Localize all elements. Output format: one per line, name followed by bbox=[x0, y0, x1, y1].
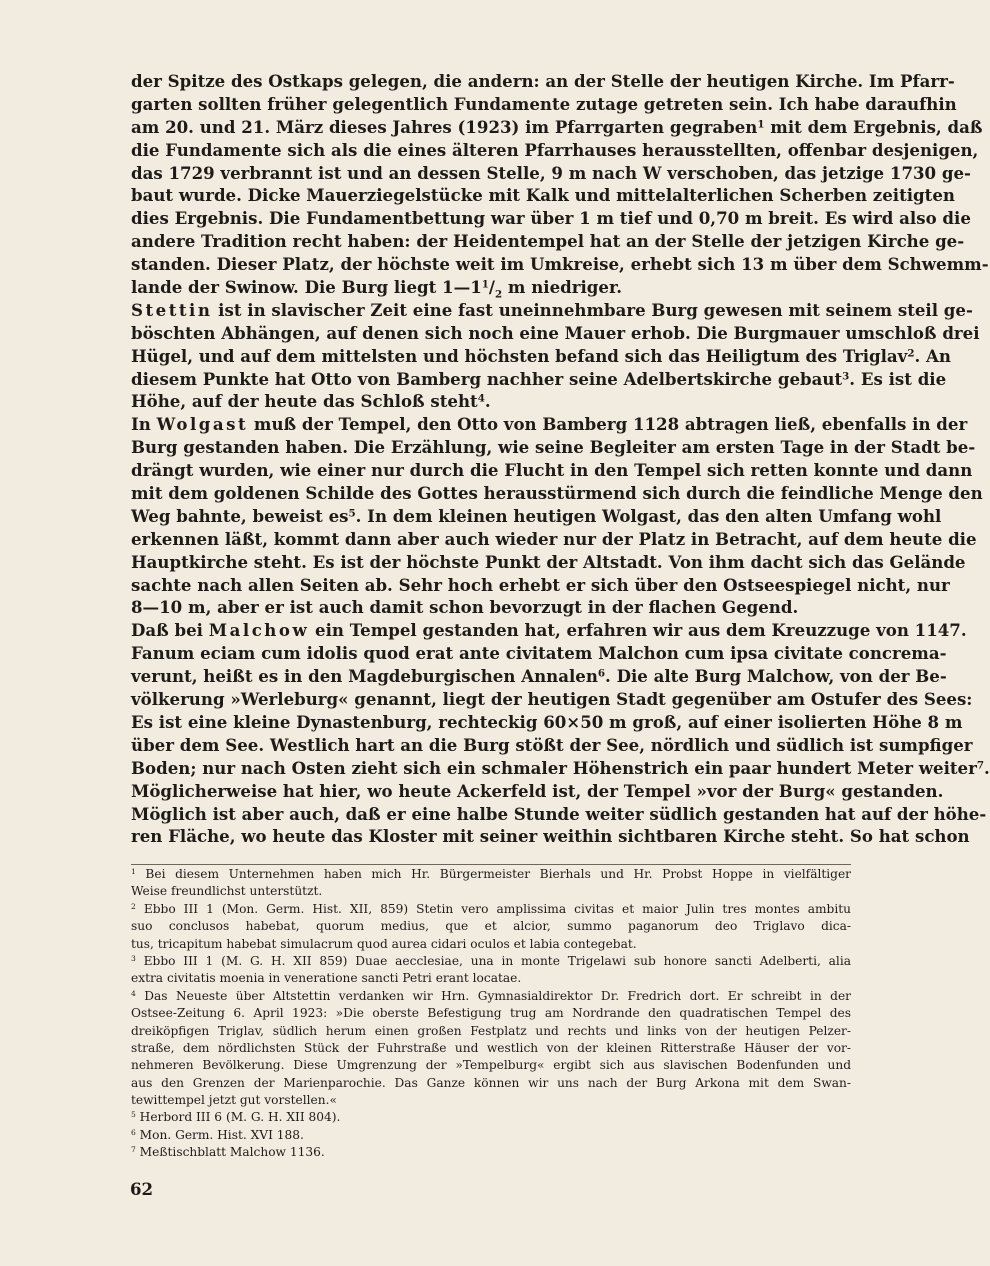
text-line: der Spitze des Ostkaps gelegen, die andern: an der Stelle der heutigen Kirche. Im Pfarr- bbox=[131, 71, 955, 91]
page-number: 62 bbox=[130, 1179, 154, 1199]
text-line: Stettin ist in slavischer Zeit eine fast uneinnehmbare Burg gewesen mit seinem steil ge- bbox=[131, 299, 973, 320]
footnote-line: $^4$ Das Neueste über Altstettin verdanken wir Hrn. Gymnasialdirektor Dr. Fredrich dort. Er schreibt in der bbox=[131, 988, 851, 1003]
text-line: Fanum eciam cum idolis quod erat ante civitatem Malchon cum ipsa civitate concrema- bbox=[131, 643, 947, 664]
text-line: verunt, heißt es in den Magdeburgischen Annalen$^6$. Die alte Burg Malchow, von der Be- bbox=[131, 666, 947, 687]
footnote-ref: 7 bbox=[976, 759, 985, 772]
text-line: erkennen läßt, kommt dann aber auch wieder nur der Platz in Betracht, auf dem heute die bbox=[131, 528, 977, 549]
text-line: Boden; nur nach Osten zieht sich ein schmaler Höhenstrich ein paar hundert Meter weiter$^7$. bbox=[131, 757, 990, 778]
text-line: Möglich ist aber auch, daß er eine halbe Stunde weiter südlich gestanden hat auf der höhe- bbox=[131, 803, 987, 824]
footnote-ref: 6 bbox=[597, 667, 606, 680]
text-line: lande der Swinow. Die Burg liegt $1—1^1/_2$ m niedriger. bbox=[131, 277, 622, 301]
text-line: diesem Punkte hat Otto von Bamberg nachher seine Adelbertskirche gebaut$^3$. Es ist die bbox=[131, 368, 947, 389]
text-line: sachte nach allen Seiten ab. Sehr hoch erhebt er sich über den Ostseespiegel nicht, nur bbox=[131, 574, 950, 595]
text-line: die Fundamente sich als die eines älteren Pfarrhauses herausstellten, offenbar desjenigen, bbox=[131, 139, 979, 160]
text-line: das 1729 verbrannt ist und an dessen Stelle, 9 m nach W verschoben, das jetzige 1730 ge- bbox=[131, 162, 971, 183]
body-text bbox=[131, 70, 990, 848]
footnote-line: straße, dem nördlichsten Stück der Fuhrstraße und westlich von der kleinen Ritterstraße Häuser der vor- bbox=[131, 1040, 851, 1055]
place-name: Stettin bbox=[131, 299, 213, 320]
text-line: Daß bei Malchow ein Tempel gestanden hat, erfahren wir aus dem Kreuzzuge von 1147. bbox=[131, 620, 967, 641]
text-line: drängt wurden, wie einer nur durch die Flucht in den Tempel sich retten konnte und dann bbox=[131, 460, 973, 481]
footnote-line: Weise freundlichst unterstützt. bbox=[131, 884, 323, 899]
text-line: standen. Dieser Platz, der höchste weit im Umkreise, erhebt sich 13 m über dem Schwemm- bbox=[131, 254, 989, 275]
footnote-line: $^1$ Bei diesem Unternehmen haben mich Hr. Bürgermeister Bierhals und Hr. Probst Hoppe in vielfältiger bbox=[131, 866, 851, 881]
text-line: ren Fläche, wo heute das Kloster mit seiner weithin sichtbaren Kirche steht. So hat schon bbox=[131, 826, 970, 847]
text-line: Burg gestanden haben. Die Erzählung, wie seine Begleiter am ersten Tage in der Stadt be- bbox=[131, 437, 976, 458]
text-line: mit dem goldenen Schilde des Gottes herausstürmend sich durch die feindliche Menge den bbox=[131, 483, 983, 504]
text-line: Höhe, auf der heute das Schloß steht$^4$. bbox=[131, 391, 491, 412]
text-line: am 20. und 21. März dieses Jahres (1923) im Pfarrgarten gegraben$^1$ mit dem Ergebnis, daß bbox=[131, 116, 983, 137]
footnote-line: $^2$ Ebbo III 1 (Mon. Germ. Hist. XII, 859) Stetin vero amplissima civitas et maior Julin tres montes ambitu bbox=[131, 901, 851, 916]
place-name: Wolgast bbox=[156, 414, 249, 435]
footnote-divider bbox=[131, 864, 851, 865]
footnote-line: extra civitatis moenia in veneratione sancti Petri erant locatae. bbox=[131, 971, 522, 986]
footnotes bbox=[131, 866, 851, 1162]
text-line: baut wurde. Dicke Mauerziegelstücke mit Kalk und mittelalterlichen Scherben zeitigten bbox=[131, 185, 955, 206]
text-line: Hauptkirche steht. Es ist der höchste Punkt der Altstadt. Von ihm dacht sich das Gelände bbox=[131, 551, 966, 572]
text-line: 8—10 m, aber er ist auch damit schon bevorzugt in der flachen Gegend. bbox=[131, 597, 799, 618]
footnote-line: $^6$ Mon. Germ. Hist. XVI 188. bbox=[131, 1127, 304, 1142]
text-line: völkerung »Werleburg« genannt, liegt der heutigen Stadt gegenüber am Ostufer des Sees: bbox=[131, 689, 973, 710]
text-line: In Wolgast muß der Tempel, den Otto von Bamberg 1128 abtragen ließ, ebenfalls in der bbox=[131, 414, 968, 435]
text-line: garten sollten früher gelegentlich Fundamente zutage getreten sein. Ich habe daraufhin bbox=[131, 93, 957, 114]
footnote-ref: 3 bbox=[842, 369, 850, 382]
footnote-line: nehmeren Bevölkerung. Diese Umgrenzung der »Tempelburg« ergibt sich aus slavischen Bodenfunden und bbox=[131, 1058, 851, 1073]
text-line: böschten Abhängen, auf denen sich noch eine Mauer erhob. Die Burgmauer umschloß drei bbox=[131, 322, 980, 343]
footnote-ref: 4 bbox=[477, 392, 485, 405]
footnote-ref: 2 bbox=[907, 347, 915, 360]
footnote-line: tus, tricapitum habebat simulacrum quod aurea cidari oculos et labia contegebat. bbox=[131, 936, 637, 951]
text-line: andere Tradition recht haben: der Heidentempel hat an der Stelle der jetzigen Kirche ge- bbox=[131, 231, 965, 252]
text-line: Hügel, und auf dem mittelsten und höchsten befand sich das Heiligtum des Triglav$^2$. An bbox=[131, 345, 951, 366]
footnote-line: Ostsee-Zeitung 6. April 1923: »Die oberste Befestigung trug am Nordrande den quadratischen Tempel des bbox=[131, 1006, 851, 1021]
footnote-line: suo conclusos habebat, quorum medius, que et alcior, summo paganorum deo Triglavo dica- bbox=[131, 919, 851, 934]
footnote-ref: 1 bbox=[757, 118, 765, 131]
footnote-line: dreiköpfigen Triglav, südlich herum einen großen Festplatz und rechts und links von der heutigen Pelzer- bbox=[131, 1023, 851, 1038]
footnote-line: $^7$ Meßtischblatt Malchow 1136. bbox=[131, 1145, 325, 1160]
text-line: Möglicherweise hat hier, wo heute Ackerfeld ist, der Tempel »vor der Burg« gestanden. bbox=[131, 780, 944, 801]
footnote-line: tewittempel jetzt gut vorstellen.« bbox=[131, 1093, 337, 1108]
place-name: Malchow bbox=[208, 620, 310, 641]
footnote-line: aus den Grenzen der Marienparochie. Das Ganze können wir uns nach der Burg Arkona mit dem Swan- bbox=[131, 1075, 851, 1090]
text-line: über dem See. Westlich hart an die Burg stößt der See, nördlich und südlich ist sumpfiger bbox=[131, 734, 973, 755]
footnote-ref: 5 bbox=[348, 507, 356, 520]
text-line: Weg bahnte, beweist $es^5$. In dem kleinen heutigen Wolgast, das den alten Umfang wohl bbox=[131, 505, 942, 526]
footnote-line: $^5$ Herbord III 6 (M. G. H. XII 804). bbox=[131, 1110, 341, 1125]
text-line: dies Ergebnis. Die Fundamentbettung war über 1 m tief und 0,70 m breit. Es wird also die bbox=[131, 208, 971, 229]
footnote-line: $^3$ Ebbo III 1 (M. G. H. XII 859) Duae aecclesiae, una in monte Trigelawi sub honore sancti Adelberti, alia bbox=[131, 953, 851, 968]
text-line: Es ist eine kleine Dynastenburg, rechteckig 60×50 m groß, auf einer isolierten Höhe 8 m bbox=[131, 711, 963, 732]
